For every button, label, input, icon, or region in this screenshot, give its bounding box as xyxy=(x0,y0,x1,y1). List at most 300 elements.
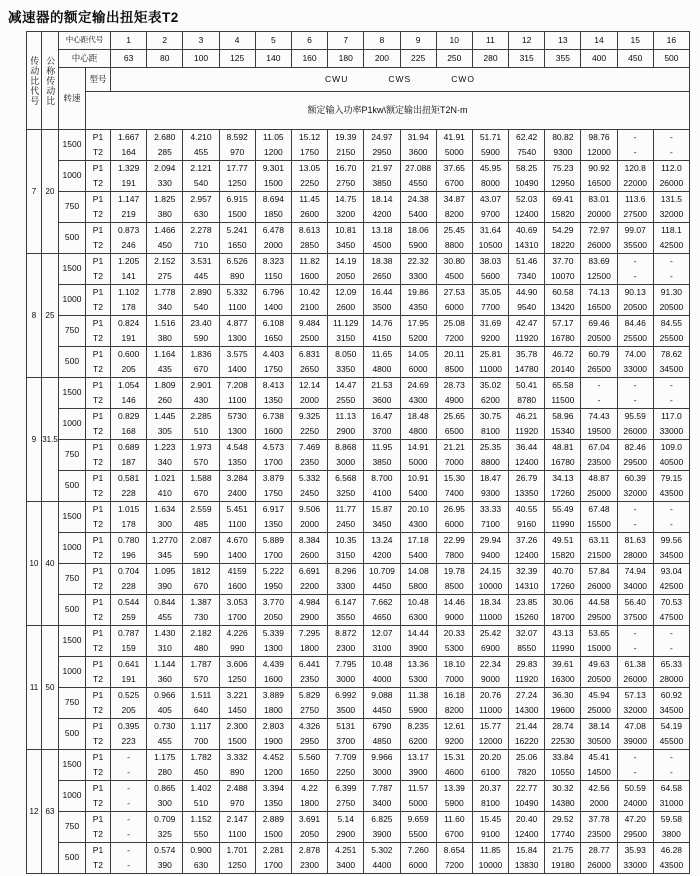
p1-value: 2.889 xyxy=(262,814,284,824)
torque-cell xyxy=(219,564,255,595)
p1-value: 5.222 xyxy=(262,566,284,576)
t2-value: 259 xyxy=(121,612,136,622)
center-code-cell: 5 xyxy=(255,32,291,50)
p1-value: 9.088 xyxy=(371,690,393,700)
pt-label-cell xyxy=(86,130,111,161)
p1-value: 11.65 xyxy=(371,349,393,359)
torque-cell xyxy=(111,843,147,874)
p1-label: P1 xyxy=(92,380,104,390)
p1-value: 4.22 xyxy=(301,783,318,793)
p1-value: 24.69 xyxy=(407,380,429,390)
t2-value: 1800 xyxy=(300,643,319,653)
t2-value: 16220 xyxy=(514,736,539,746)
t2-value: 26000 xyxy=(587,581,611,591)
p1-value: 18.47 xyxy=(479,473,502,483)
t2-value: 29500 xyxy=(623,457,648,467)
header-ratio-code-label: 传动比代号 xyxy=(27,32,42,130)
torque-cell xyxy=(183,781,219,812)
t2-value: 34500 xyxy=(659,550,684,560)
torque-cell xyxy=(509,161,545,192)
torque-cell xyxy=(364,192,400,223)
p1-value: 42.47 xyxy=(516,318,538,328)
p1-value: 0.600 xyxy=(117,349,140,359)
p1-value: 0.966 xyxy=(154,690,176,700)
p1-value: 0.689 xyxy=(117,442,140,452)
p1-value: 60.92 xyxy=(660,690,683,700)
p1-value: 83.69 xyxy=(588,256,610,266)
t2-value: 2400 xyxy=(227,488,247,498)
torque-cell xyxy=(581,254,617,285)
torque-cell xyxy=(581,719,617,750)
pt-label-cell xyxy=(86,347,111,378)
p1-value: 18.48 xyxy=(407,411,429,421)
t2-value: - xyxy=(633,519,637,529)
torque-cell xyxy=(219,409,255,440)
speed-cell: 1500 xyxy=(59,378,86,409)
t2-value: 26000 xyxy=(623,426,648,436)
p1-value: 13.05 xyxy=(298,163,321,173)
p1-value: 12.07 xyxy=(371,628,393,638)
p1-value: 9.301 xyxy=(262,163,284,173)
t2-value: 730 xyxy=(193,612,209,622)
p1-label: P1 xyxy=(92,349,104,359)
t2-value: 4300 xyxy=(408,395,428,405)
ratio-code-cell: 9 xyxy=(27,378,42,502)
torque-cell xyxy=(328,316,364,347)
p1-value: 1.825 xyxy=(154,194,176,204)
p1-value: 13.17 xyxy=(407,752,429,762)
t2-value: 2650 xyxy=(300,364,319,374)
p1-value: 2.094 xyxy=(154,163,176,173)
p1-value: 0.395 xyxy=(117,721,140,731)
p1-value: 75.23 xyxy=(552,163,574,173)
t2-value: 1100 xyxy=(228,829,247,839)
t2-value: - xyxy=(669,519,673,529)
torque-cell xyxy=(653,316,689,347)
torque-cell xyxy=(183,812,219,843)
p1-value: 8.384 xyxy=(298,535,321,545)
t2-value: 3200 xyxy=(336,209,356,219)
p1-value: 84.46 xyxy=(624,318,646,328)
torque-cell xyxy=(255,719,291,750)
p1-value: 31.94 xyxy=(407,132,429,142)
t2-value: 455 xyxy=(193,147,209,157)
torque-cell xyxy=(328,502,364,533)
torque-cell xyxy=(147,316,183,347)
torque-cell xyxy=(400,316,436,347)
p1-value: 3.606 xyxy=(226,659,248,669)
t2-value: 15340 xyxy=(551,426,575,436)
torque-cell xyxy=(472,843,508,874)
t2-value: 2450 xyxy=(300,488,319,498)
torque-cell xyxy=(545,223,581,254)
pt-label-cell xyxy=(86,626,111,657)
torque-cell xyxy=(183,347,219,378)
t2-value: 1350 xyxy=(227,457,247,467)
p1-value: 109.0 xyxy=(660,442,683,452)
p1-value: 51.71 xyxy=(479,132,502,142)
torque-cell xyxy=(111,595,147,626)
t2-value: 2850 xyxy=(300,240,319,250)
p1-value: 29.94 xyxy=(479,535,502,545)
t2-value: 570 xyxy=(193,674,209,684)
p1-value: 14.76 xyxy=(371,318,393,328)
p1-value: 26.79 xyxy=(516,473,538,483)
p1-value: 8.413 xyxy=(262,380,284,390)
p1-label: P1 xyxy=(92,504,104,514)
center-distance-cell: 160 xyxy=(291,50,327,68)
t2-value: 2650 xyxy=(372,271,392,281)
p1-value: 24.97 xyxy=(371,132,393,142)
p1-value: 70.53 xyxy=(660,597,683,607)
torque-cell xyxy=(400,130,436,161)
p1-value: 15.84 xyxy=(516,845,538,855)
center-distance-cell: 225 xyxy=(400,50,436,68)
p1-value: 67.48 xyxy=(588,504,610,514)
torque-cell xyxy=(183,254,219,285)
t2-value: 30500 xyxy=(587,736,611,746)
t2-value: 970 xyxy=(230,147,245,157)
torque-cell xyxy=(436,657,472,688)
t2-value: 34500 xyxy=(659,705,684,715)
t2-value: 3700 xyxy=(336,736,356,746)
t2-value: 17260 xyxy=(551,581,575,591)
p1-value: 16.44 xyxy=(371,287,393,297)
center-distance-cell: 315 xyxy=(509,50,545,68)
torque-cell xyxy=(111,688,147,719)
p1-value: 0.581 xyxy=(117,473,140,483)
p1-value: 5730 xyxy=(227,411,247,421)
t2-value: 43500 xyxy=(659,860,684,870)
torque-cell xyxy=(291,812,327,843)
torque-cell xyxy=(545,347,581,378)
t2-value: 14500 xyxy=(587,767,611,777)
torque-cell xyxy=(617,192,653,223)
t2-value: 7820 xyxy=(517,767,537,777)
p1-label: P1 xyxy=(92,752,104,762)
torque-cell xyxy=(617,719,653,750)
speed-row xyxy=(27,378,690,409)
p1-value: 4.439 xyxy=(262,659,284,669)
t2-value: 2450 xyxy=(336,519,356,529)
t2-value: 1600 xyxy=(300,271,319,281)
t2-value: - xyxy=(669,395,673,405)
t2-value: - xyxy=(597,395,601,405)
torque-cell xyxy=(436,750,472,781)
torque-cell xyxy=(509,130,545,161)
torque-cell xyxy=(147,533,183,564)
p1-value: 18.34 xyxy=(479,597,502,607)
p1-value: 19.86 xyxy=(407,287,429,297)
t2-value: 159 xyxy=(121,643,136,653)
t2-label: T2 xyxy=(93,271,103,281)
torque-cell xyxy=(219,316,255,347)
t2-label: T2 xyxy=(93,209,103,219)
t2-label: T2 xyxy=(93,240,103,250)
t2-value: 5000 xyxy=(444,147,464,157)
p1-value: 120.8 xyxy=(624,163,646,173)
t2-value: 20500 xyxy=(659,302,684,312)
p1-value: 50.41 xyxy=(516,380,538,390)
torque-cell xyxy=(436,130,472,161)
torque-cell xyxy=(653,781,689,812)
t2-value: 7540 xyxy=(517,147,537,157)
p1-value: 11.82 xyxy=(299,256,320,266)
torque-cell xyxy=(219,440,255,471)
row-power-torque xyxy=(27,92,690,130)
t2-value: 5400 xyxy=(408,209,428,219)
torque-cell xyxy=(509,564,545,595)
torque-cell xyxy=(328,719,364,750)
torque-cell xyxy=(436,626,472,657)
t2-value: 2250 xyxy=(300,178,319,188)
header-center-code-label: 中心距代号 xyxy=(59,32,111,50)
torque-cell xyxy=(255,254,291,285)
pt-label-cell xyxy=(86,564,111,595)
torque-cell xyxy=(255,502,291,533)
torque-cell xyxy=(400,750,436,781)
torque-cell xyxy=(183,130,219,161)
p1-value: 3.284 xyxy=(226,473,248,483)
t2-value: 32000 xyxy=(623,488,648,498)
ratio-code-cell: 11 xyxy=(27,626,42,750)
t2-value: 3000 xyxy=(336,674,356,684)
t2-value: 3600 xyxy=(372,395,392,405)
t2-value: 390 xyxy=(157,860,172,870)
t2-value: 11990 xyxy=(551,643,575,653)
p1-value: 11.77 xyxy=(335,504,357,514)
torque-cell xyxy=(219,285,255,316)
p1-value: 30.32 xyxy=(552,783,574,793)
torque-cell xyxy=(581,564,617,595)
torque-cell xyxy=(255,223,291,254)
speed-row xyxy=(27,161,690,192)
torque-cell xyxy=(436,316,472,347)
speed-row xyxy=(27,223,690,254)
t2-value: 345 xyxy=(157,550,172,560)
p1-value: 38.03 xyxy=(479,256,502,266)
torque-cell xyxy=(653,843,689,874)
p1-value: 117.0 xyxy=(661,411,682,421)
p1-value: 6.399 xyxy=(335,783,357,793)
torque-cell xyxy=(545,657,581,688)
t2-value: 8200 xyxy=(444,705,464,715)
p1-value: 74.13 xyxy=(588,287,610,297)
t2-value: 7340 xyxy=(517,271,537,281)
p1-value: 74.00 xyxy=(624,349,646,359)
t2-value: 33000 xyxy=(659,426,684,436)
p1-value: 20.37 xyxy=(479,783,502,793)
center-code-cell: 1 xyxy=(111,32,147,50)
torque-cell xyxy=(291,285,327,316)
torque-cell xyxy=(472,657,508,688)
torque-cell xyxy=(328,223,364,254)
t2-label: T2 xyxy=(93,302,103,312)
p1-value: 1.054 xyxy=(117,380,140,390)
p1-value: 1.430 xyxy=(154,628,176,638)
t2-value: 9100 xyxy=(481,829,500,839)
torque-cell xyxy=(364,254,400,285)
t2-value: 2350 xyxy=(300,457,319,467)
p1-label: P1 xyxy=(92,845,104,855)
t2-value: - xyxy=(127,798,131,808)
t2-value: 305 xyxy=(157,426,172,436)
p1-value: 6.108 xyxy=(262,318,284,328)
torque-cell xyxy=(472,316,508,347)
torque-cell xyxy=(111,409,147,440)
torque-cell xyxy=(653,688,689,719)
pt-label-cell xyxy=(86,657,111,688)
p1-value: 4.670 xyxy=(226,535,248,545)
speed-row xyxy=(27,626,690,657)
p1-label: P1 xyxy=(92,721,104,731)
torque-cell xyxy=(545,161,581,192)
p1-value: 0.900 xyxy=(190,845,212,855)
p1-value: 2.559 xyxy=(190,504,212,514)
speed-row xyxy=(27,502,690,533)
t2-value: 6000 xyxy=(408,364,428,374)
t2-value: 360 xyxy=(157,674,172,684)
p1-value: 6.796 xyxy=(262,287,284,297)
p1-value: 45.95 xyxy=(479,163,502,173)
p1-value: 2.957 xyxy=(190,194,212,204)
torque-cell xyxy=(111,471,147,502)
p1-value: 2.488 xyxy=(226,783,248,793)
t2-value: - xyxy=(633,767,637,777)
torque-cell xyxy=(436,595,472,626)
t2-label: T2 xyxy=(93,581,103,591)
t2-value: 590 xyxy=(193,333,209,343)
pt-label-cell xyxy=(86,285,111,316)
p1-value: 99.56 xyxy=(660,535,683,545)
torque-cell xyxy=(364,161,400,192)
p1-value: 64.58 xyxy=(660,783,683,793)
p1-value: 37.70 xyxy=(552,256,574,266)
t2-value: 20500 xyxy=(587,333,611,343)
t2-value: 1350 xyxy=(263,798,283,808)
t2-value: 5400 xyxy=(408,550,428,560)
torque-cell xyxy=(255,285,291,316)
speed-cell: 750 xyxy=(59,440,86,471)
p1-value: 11.60 xyxy=(443,814,465,824)
speed-cell: 500 xyxy=(59,719,86,750)
t2-value: 2500 xyxy=(300,333,319,343)
p1-label: P1 xyxy=(92,411,104,421)
p1-value: 31.69 xyxy=(479,318,502,328)
torque-cell xyxy=(617,254,653,285)
torque-cell xyxy=(364,812,400,843)
p1-value: 99.07 xyxy=(624,225,646,235)
p1-value: 6790 xyxy=(372,721,392,731)
p1-value: 37.78 xyxy=(588,814,610,824)
torque-cell xyxy=(219,192,255,223)
t2-value: 1300 xyxy=(263,643,283,653)
t2-value: 1900 xyxy=(263,736,283,746)
torque-cell xyxy=(400,843,436,874)
p1-value: 15.77 xyxy=(479,721,502,731)
p1-value: 6.738 xyxy=(262,411,284,421)
torque-cell xyxy=(617,130,653,161)
p1-value: 11.57 xyxy=(407,783,429,793)
torque-cell xyxy=(364,564,400,595)
p1-value: 14.08 xyxy=(407,566,429,576)
torque-cell xyxy=(219,626,255,657)
p1-value: 91.30 xyxy=(660,287,683,297)
torque-cell xyxy=(328,688,364,719)
t2-value: 3900 xyxy=(408,643,428,653)
t2-value: 5300 xyxy=(408,674,428,684)
t2-value: 310 xyxy=(157,643,172,653)
t2-value: 23500 xyxy=(587,457,611,467)
torque-cell xyxy=(183,595,219,626)
torque-cell xyxy=(509,595,545,626)
p1-value: 113.6 xyxy=(624,194,646,204)
torque-cell xyxy=(472,285,508,316)
p1-value: 40.70 xyxy=(552,566,574,576)
torque-cell xyxy=(581,595,617,626)
t2-value: 1350 xyxy=(263,395,283,405)
header-nominal-ratio-label: 公称传动比 xyxy=(42,32,59,130)
p1-value: 25.35 xyxy=(479,442,502,452)
t2-value: 20140 xyxy=(551,364,575,374)
p1-value: 0.829 xyxy=(117,411,140,421)
t2-value: 450 xyxy=(157,240,172,250)
t2-value: 8800 xyxy=(481,457,500,467)
t2-value: 21500 xyxy=(587,550,611,560)
p1-value: 45.41 xyxy=(588,752,610,762)
p1-value: 52.03 xyxy=(516,194,538,204)
p1-value: 10.48 xyxy=(371,659,393,669)
center-distance-cell: 125 xyxy=(219,50,255,68)
nominal-ratio-cell: 63 xyxy=(42,750,59,874)
torque-cell xyxy=(509,843,545,874)
t2-value: 17260 xyxy=(551,488,575,498)
t2-value: 4200 xyxy=(372,550,392,560)
t2-value: - xyxy=(127,860,131,870)
p1-value: 44.90 xyxy=(516,287,538,297)
torque-cell xyxy=(291,223,327,254)
p1-value: 11.05 xyxy=(263,132,284,142)
torque-cell xyxy=(581,781,617,812)
t2-value: 2250 xyxy=(336,767,356,777)
p1-value: 3.531 xyxy=(190,256,212,266)
t2-value: 39000 xyxy=(623,736,648,746)
torque-cell xyxy=(183,843,219,874)
torque-cell xyxy=(111,192,147,223)
t2-value: 510 xyxy=(193,798,209,808)
p1-value: 22.99 xyxy=(443,535,465,545)
torque-cell xyxy=(328,161,364,192)
torque-cell xyxy=(183,223,219,254)
speed-row xyxy=(27,564,690,595)
p1-value: 29.83 xyxy=(516,659,538,669)
center-distance-cell: 450 xyxy=(617,50,653,68)
p1-value: 5.332 xyxy=(298,473,321,483)
t2-value: 3600 xyxy=(408,147,428,157)
p1-value: 98.76 xyxy=(588,132,610,142)
torque-cell xyxy=(111,347,147,378)
p1-label: P1 xyxy=(92,132,104,142)
torque-cell xyxy=(291,440,327,471)
center-distance-cell: 400 xyxy=(581,50,617,68)
torque-cell xyxy=(436,161,472,192)
t2-value: - xyxy=(669,767,673,777)
torque-cell xyxy=(653,130,689,161)
t2-value: 5500 xyxy=(408,829,428,839)
t2-value: 1100 xyxy=(228,302,247,312)
torque-cell xyxy=(436,192,472,223)
t2-value: 13830 xyxy=(514,860,539,870)
